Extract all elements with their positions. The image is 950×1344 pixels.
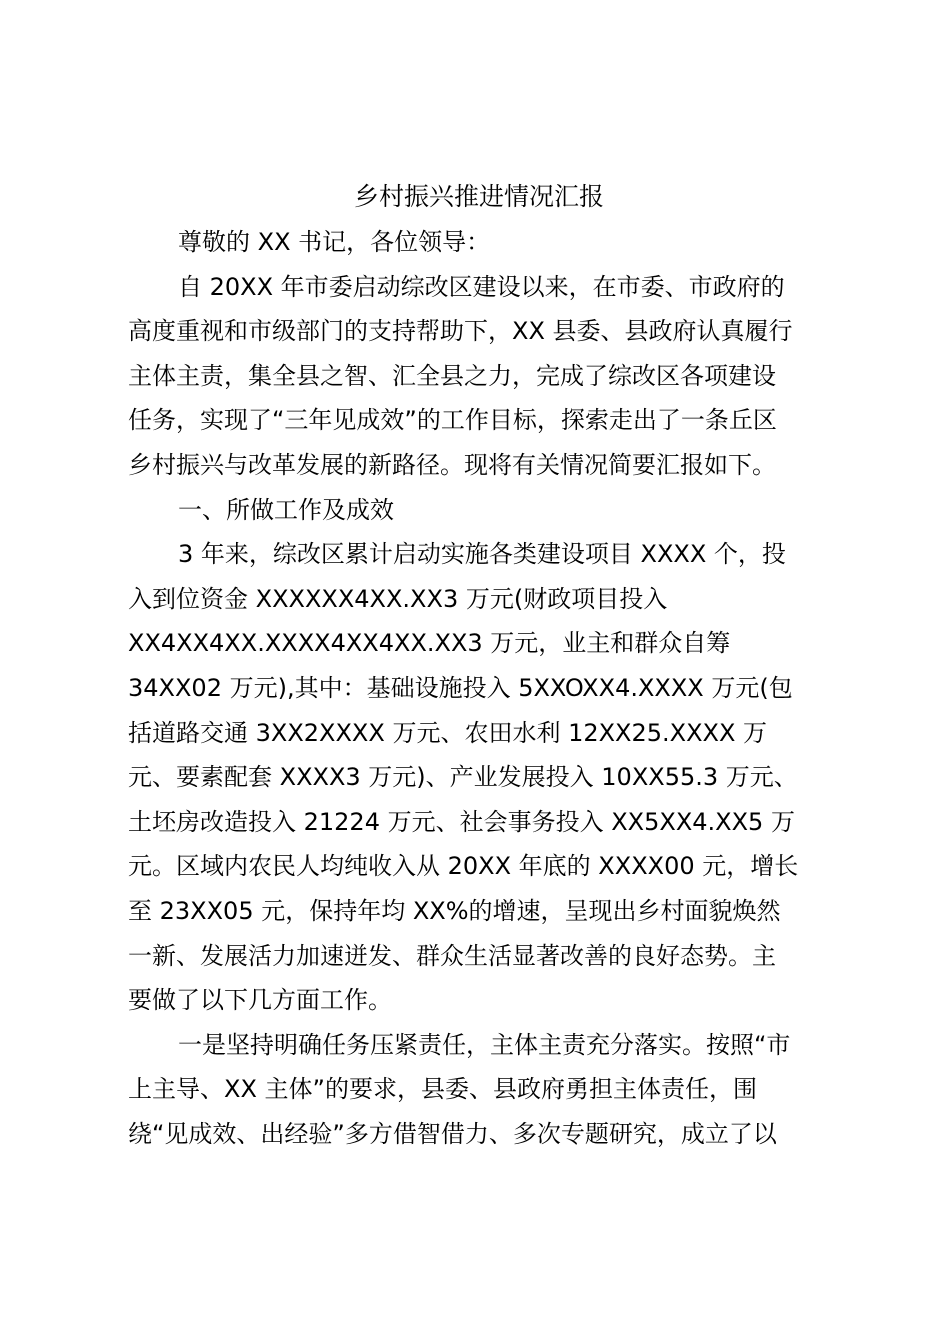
text-line: XX4XX4XX.XXXX4XX4XX.XX3 万元，业主和群众自筹 — [128, 629, 731, 658]
text-line: 高度重视和市级部门的支持帮助下，XX 县委、县政府认真履行 — [128, 317, 793, 346]
intro-paragraph — [128, 265, 830, 488]
text-line: 要做了以下几方面工作。 — [128, 986, 392, 1015]
text-line: 括道路交通 3XX2XXXX 万元、农田水利 12XX25.XXXX 万 — [128, 718, 768, 747]
text-line: 3 年来，综改区累计启动实施各类建设项目 XXXX 个，投 — [178, 540, 786, 569]
text-line: 尊敬的 XX 书记，各位领导： — [178, 228, 491, 256]
text-line: 元。区域内农民人均纯收入从 20XX 年底的 XXXX00 元，增长 — [128, 852, 799, 881]
text-line: 34XX02 万元),其中：基础设施投入 5XXOXX4.XXXX 万元(包 — [128, 673, 793, 702]
text-line: 绕“见成效、出经验”多方借智借力、多次专题研究，成立了以 — [128, 1119, 777, 1148]
text-line: 任务，实现了“三年见成效”的工作目标，探索走出了一条丘区 — [128, 406, 777, 435]
text-line: 至 23XX05 元，保持年均 XX%的增速，呈现出乡村面貌焕然 — [128, 896, 781, 925]
salutation-paragraph — [128, 220, 830, 265]
text-line: 元、要素配套 XXXX3 万元)、产业发展投入 10XX55.3 万元、 — [128, 763, 798, 792]
text-line: 土坯房改造投入 21224 万元、社会事务投入 XX5XX4.XX5 万 — [128, 807, 795, 836]
text-line: 自 20XX 年市委启动综改区建设以来，在市委、市政府的 — [178, 272, 785, 301]
document-body — [128, 174, 830, 1156]
text-line: 一是坚持明确任务压紧责任，主体主责充分落实。按照“市 — [178, 1030, 791, 1059]
text-line: 主体主责，集全县之智、汇全县之力，完成了综改区各项建设 — [128, 361, 776, 390]
section-heading — [128, 488, 830, 533]
text-line: 入到位资金 XXXXXX4XX.XX3 万元(财政项目投入 — [128, 584, 668, 613]
text-line: 一新、发展活力加速迸发、群众生活显著改善的良好态势。主 — [128, 941, 776, 970]
responsibility-paragraph — [128, 1023, 830, 1157]
results-paragraph — [128, 532, 830, 1023]
document-title: 乡村振兴推进情况汇报 — [353, 182, 604, 211]
text-line: 乡村振兴与改革发展的新路径。现将有关情况简要汇报如下。 — [128, 450, 776, 479]
text-line: 上主导、XX 主体”的要求，县委、县政府勇担主体责任，围 — [128, 1075, 757, 1104]
text-line: 一、所做工作及成效 — [178, 495, 394, 524]
